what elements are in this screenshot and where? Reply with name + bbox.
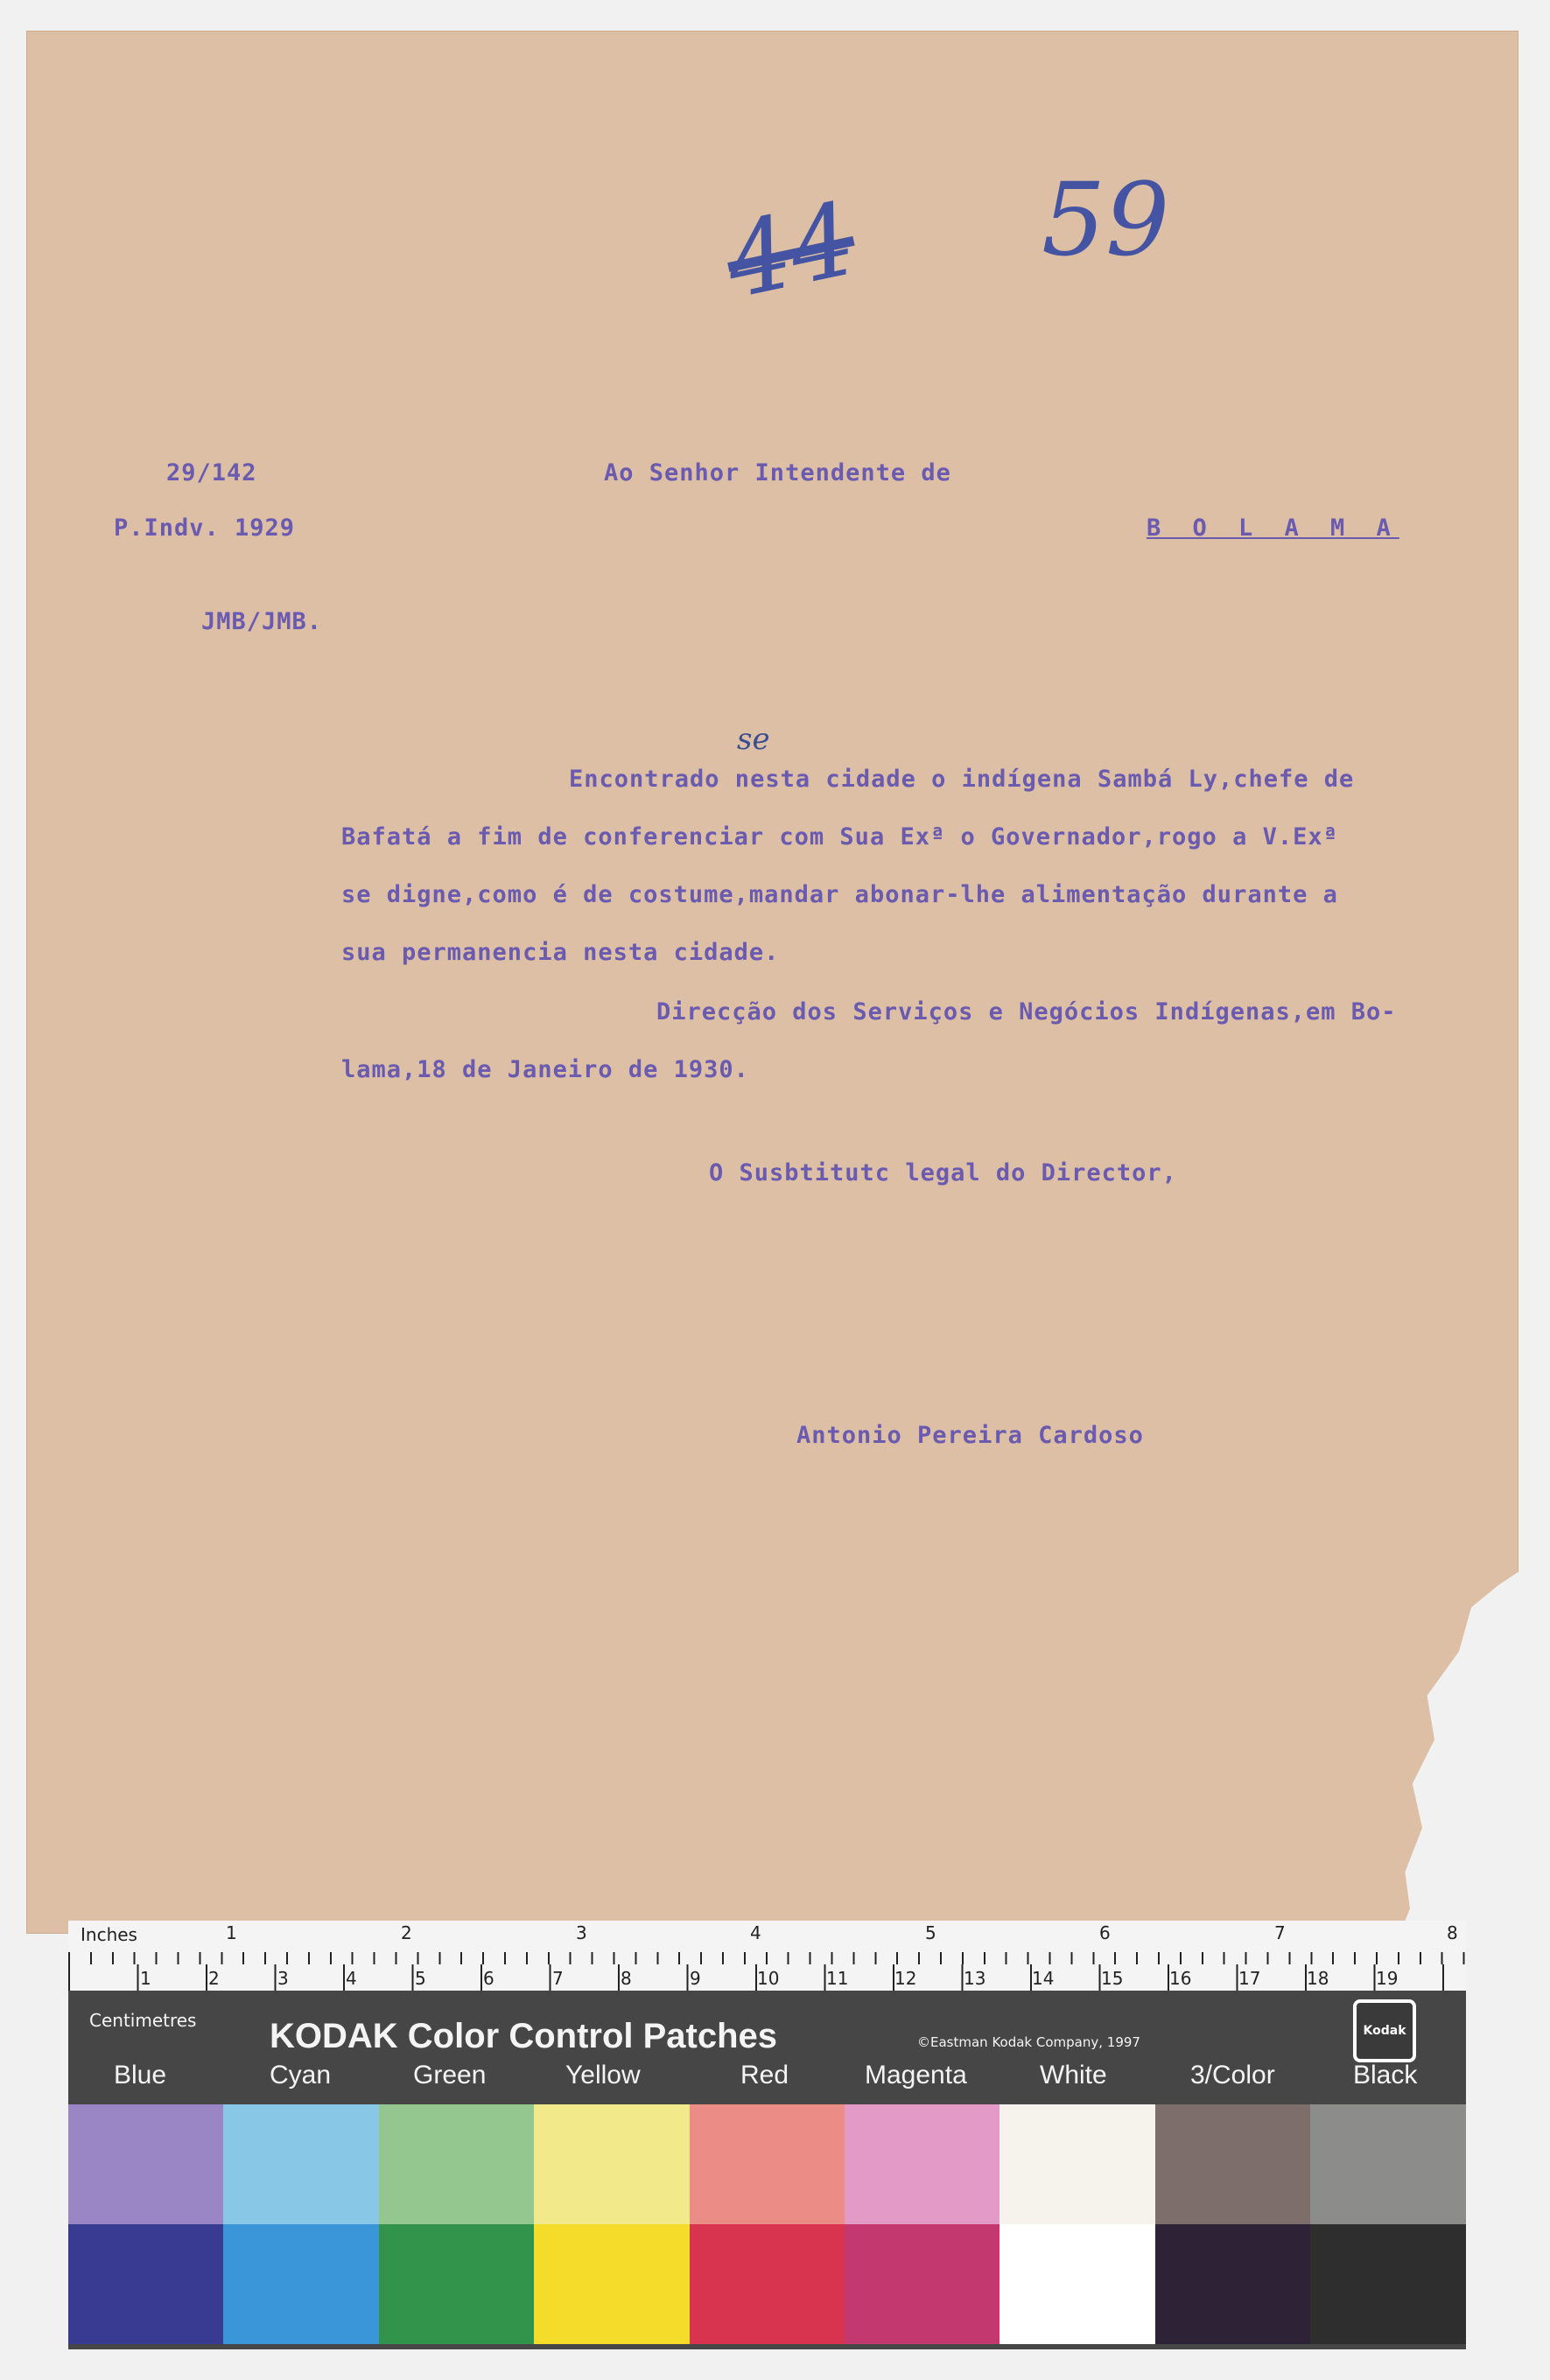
cm-number: 13 (964, 1968, 986, 1989)
closing-line-1: Direcção dos Serviços e Negócios Indígenas,em Bo- (656, 998, 1397, 1026)
cm-number: 18 (1307, 1968, 1329, 1989)
cm-number: 10 (757, 1968, 780, 1989)
cm-number: 6 (483, 1968, 494, 1989)
patch-label-magenta: Magenta (865, 2061, 967, 2090)
cm-number: 11 (826, 1968, 849, 1989)
cm-number: 17 (1238, 1968, 1261, 1989)
centimetres-label: Centimetres (89, 2010, 197, 2031)
patch-label-cyan: Cyan (270, 2061, 332, 2090)
patch-label-yellow: Yellow (565, 2061, 641, 2090)
signature-name: Antonio Pereira Cardoso (796, 1422, 1144, 1449)
cm-number: 4 (346, 1968, 357, 1989)
document-page (26, 31, 1518, 1934)
patch-label-3color: 3/Color (1190, 2061, 1275, 2090)
inch-number: 4 (750, 1922, 761, 1943)
kodak-color-card (68, 1921, 1466, 2349)
inch-number: 1 (226, 1922, 237, 1943)
color-patch-yellow-dark (534, 2224, 689, 2344)
patch-label-blue: Blue (114, 2061, 167, 2090)
body-line-2: Bafatá a fim de conferenciar com Sua Exª o Governador,rogo a V.Exª (341, 823, 1338, 850)
patch-label-black: Black (1353, 2061, 1418, 2090)
color-patch-white-dark (999, 2224, 1154, 2344)
color-patch-red-light (690, 2104, 845, 2224)
patch-label-green: Green (413, 2061, 487, 2090)
kodak-logo: Kodak (1353, 1999, 1416, 2062)
color-patch-3color-dark (1155, 2224, 1310, 2344)
centimetre-scale (68, 1964, 1466, 1991)
inch-number: 5 (925, 1922, 936, 1943)
color-patch-cyan-dark (223, 2224, 378, 2344)
copyright-note: ©Eastman Kodak Company, 1997 (917, 2034, 1140, 2050)
inch-number: 8 (1447, 1922, 1458, 1943)
signature-title: O Susbtitutc legal do Director, (709, 1159, 1177, 1186)
color-patch-black-light (1310, 2104, 1465, 2224)
cm-number: 8 (621, 1968, 632, 1989)
cm-number: 16 (1169, 1968, 1192, 1989)
addressee-line: Ao Senhor Intendente de (604, 459, 951, 486)
closing-line-2: lama,18 de Janeiro de 1930. (341, 1056, 749, 1083)
cm-number: 3 (277, 1968, 289, 1989)
cm-number: 9 (690, 1968, 701, 1989)
inch-number: 7 (1274, 1922, 1286, 1943)
reference-number: 29/142 (166, 459, 257, 486)
color-patch-green-light (379, 2104, 534, 2224)
color-patch-red-dark (690, 2224, 845, 2344)
addressee-place: B O L A M A (1147, 514, 1399, 542)
cm-number: 7 (552, 1968, 564, 1989)
torn-corner (1398, 1571, 1520, 1938)
card-title: KODAK Color Control Patches (270, 2017, 778, 2055)
typist-initials: JMB/JMB. (201, 608, 323, 635)
inch-scale (68, 1921, 1466, 1964)
inch-number: 2 (401, 1922, 412, 1943)
color-patch-white-light (999, 2104, 1154, 2224)
inch-number: 3 (576, 1922, 587, 1943)
process-reference: P.Indv. 1929 (114, 514, 296, 542)
color-patch-blue-light (68, 2104, 223, 2224)
body-line-1: Encontrado nesta cidade o indígena Sambá Ly,chefe de (569, 766, 1355, 793)
cm-number: 2 (208, 1968, 220, 1989)
body-line-4: sua permanencia nesta cidade. (341, 939, 780, 966)
inch-number: 6 (1099, 1922, 1111, 1943)
cm-number: 19 (1376, 1968, 1399, 1989)
color-patch-yellow-light (534, 2104, 689, 2224)
color-patch-black-dark (1310, 2224, 1465, 2344)
struck-folio-number: 44 (715, 180, 866, 322)
cm-number: 5 (415, 1968, 426, 1989)
color-patch-blue-dark (68, 2224, 223, 2344)
body-line-3: se digne,como é de costume,mandar abonar-lhe alimentação durante a (341, 881, 1338, 908)
cm-number: 1 (140, 1968, 151, 1989)
handwritten-correction: se (737, 722, 770, 757)
patch-labels (68, 2061, 1466, 2096)
color-patch-green-dark (379, 2224, 534, 2344)
color-patch-3color-light (1155, 2104, 1310, 2224)
color-patch-magenta-light (845, 2104, 999, 2224)
color-patch-magenta-dark (845, 2224, 999, 2344)
cm-number: 15 (1101, 1968, 1124, 1989)
folio-number: 59 (1042, 162, 1170, 279)
inches-label: Inches (81, 1924, 137, 1945)
cm-number: 14 (1032, 1968, 1055, 1989)
cm-number: 12 (894, 1968, 917, 1989)
patch-label-white: White (1040, 2061, 1107, 2090)
patch-label-red: Red (740, 2061, 789, 2090)
color-patch-cyan-light (223, 2104, 378, 2224)
